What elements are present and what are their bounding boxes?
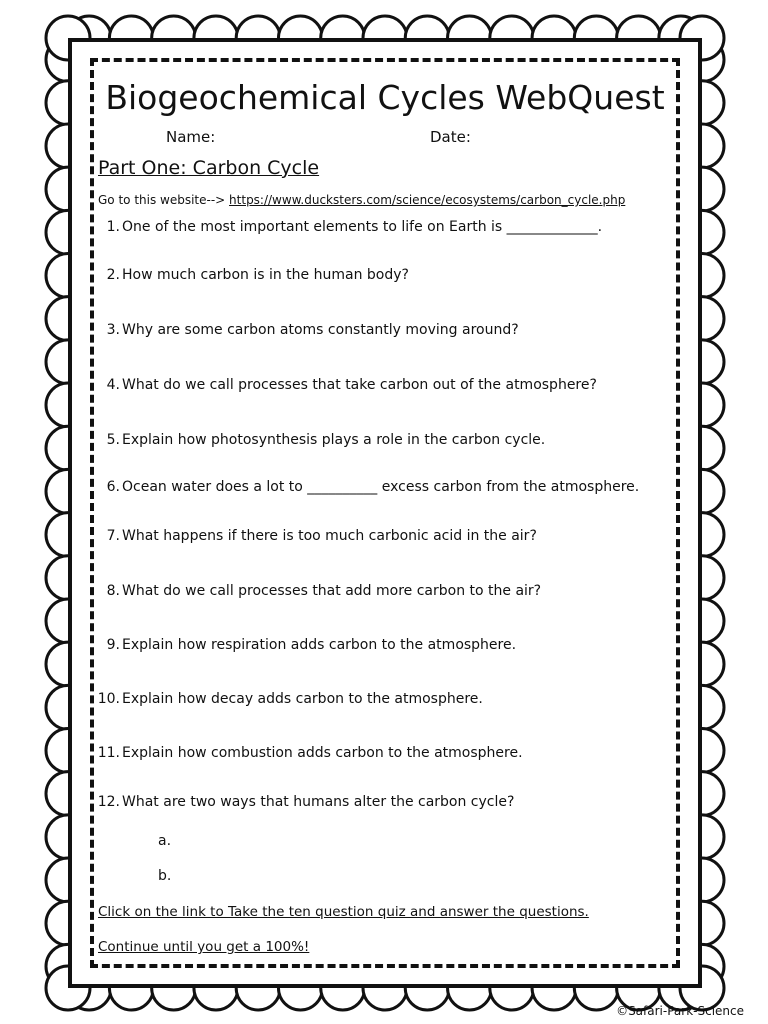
copyright-credit: ©Safari-Park-Science	[616, 1004, 744, 1018]
question-number: 9.	[106, 637, 120, 653]
question-number: 8.	[106, 583, 120, 599]
question-number: 4.	[106, 377, 120, 393]
date-label: Date:	[430, 128, 471, 146]
continue-link[interactable]: Continue until you get a 100%!	[98, 939, 310, 955]
question-8	[90, 582, 541, 600]
question-7	[90, 527, 537, 545]
section-heading: Part One: Carbon Cycle	[98, 157, 320, 179]
question-text: What do we call processes that add more carbon to the air?	[122, 583, 542, 599]
instruction-prefix: Go to this website-->	[98, 193, 230, 207]
question-12	[90, 793, 514, 811]
question-number: 12.	[97, 794, 120, 810]
question-number: 7.	[106, 528, 120, 544]
question-text: Explain how respiration adds carbon to the atmosphere.	[122, 637, 517, 653]
worksheet-sheet	[68, 38, 702, 988]
answer-a-label: a.	[158, 833, 172, 849]
question-6	[90, 478, 639, 496]
question-number: 2.	[106, 267, 120, 283]
question-text: Explain how photosynthesis plays a role in the carbon cycle.	[122, 432, 546, 448]
page-title: Biogeochemical Cycles WebQuest	[105, 78, 665, 117]
question-3	[90, 321, 519, 339]
question-number: 10.	[97, 691, 120, 707]
question-number: 1.	[106, 219, 120, 235]
question-text: Why are some carbon atoms constantly moving around?	[122, 322, 519, 338]
question-9	[90, 636, 516, 654]
question-text: Explain how decay adds carbon to the atmosphere.	[122, 691, 483, 707]
question-number: 11.	[97, 745, 120, 761]
question-text: Ocean water does a lot to __________ excess carbon from the atmosphere.	[122, 479, 640, 495]
question-text: One of the most important elements to life on Earth is _____________.	[122, 219, 603, 235]
question-11	[90, 744, 523, 762]
answer-b-label: b.	[158, 868, 172, 884]
question-number: 6.	[106, 479, 120, 495]
question-1	[90, 218, 602, 236]
name-label: Name:	[166, 128, 216, 146]
website-instruction	[98, 192, 625, 208]
question-5	[90, 431, 545, 449]
question-text: What happens if there is too much carbonic acid in the air?	[122, 528, 537, 544]
quiz-link[interactable]: Click on the link to Take the ten question quiz and answer the questions.	[98, 904, 589, 920]
website-link[interactable]: https://www.ducksters.com/science/ecosystems/carbon_cycle.php	[229, 193, 626, 207]
question-text: What are two ways that humans alter the carbon cycle?	[122, 794, 515, 810]
question-text: How much carbon is in the human body?	[122, 267, 409, 283]
question-2	[90, 266, 409, 284]
question-number: 3.	[106, 322, 120, 338]
question-text: What do we call processes that take carbon out of the atmosphere?	[122, 377, 597, 393]
question-4	[90, 376, 597, 394]
question-number: 5.	[106, 432, 120, 448]
question-text: Explain how combustion adds carbon to the atmosphere.	[122, 745, 523, 761]
question-10	[90, 690, 483, 708]
